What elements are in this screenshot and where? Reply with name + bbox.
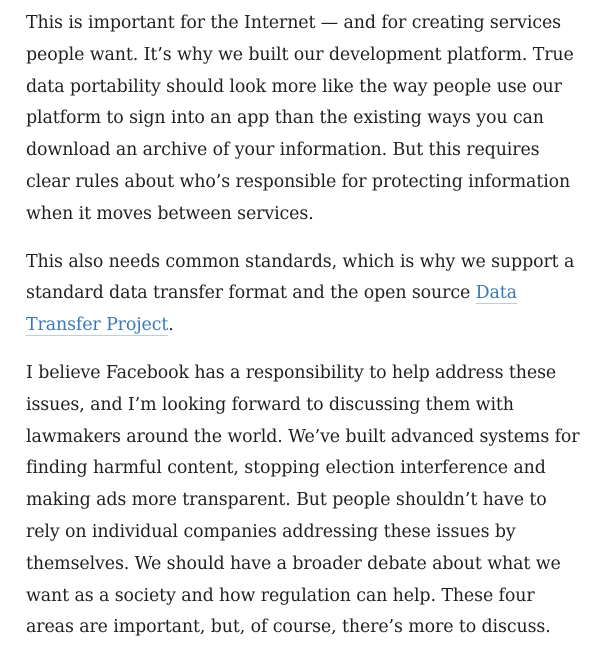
paragraph-standards-text: This also needs common standards, which is why we support a standard data transfer format and the open source — [26, 251, 575, 304]
data-transfer-project-link[interactable]: Data Transfer Project — [26, 283, 517, 336]
paragraph-responsibility: I believe Facebook has a responsibility to help address these issues, and I’m looking forward to discussing them with lawmakers around the world. We’ve built advanced systems for finding harmful content, stopping election interference and making ads more transparent. But people shouldn’t have to rely on individual companies addressing these issues by themselves. We should have a broader debate about what we want as a society and how regulation can help. These four areas are important, but, of course, there’s more to discuss. — [26, 362, 580, 638]
paragraph-common-standards — [26, 247, 582, 342]
paragraph-standards-period: . — [168, 315, 174, 336]
paragraph-data-portability: This is important for the Internet — and for creating services people want. It’s why we built our development platform. True data portability should look more like the way people use our platform to sign into an app than the existing ways you can download an archive of your information. But this requires clear rules about who’s responsible for protecting information when it moves between services. — [26, 13, 574, 224]
